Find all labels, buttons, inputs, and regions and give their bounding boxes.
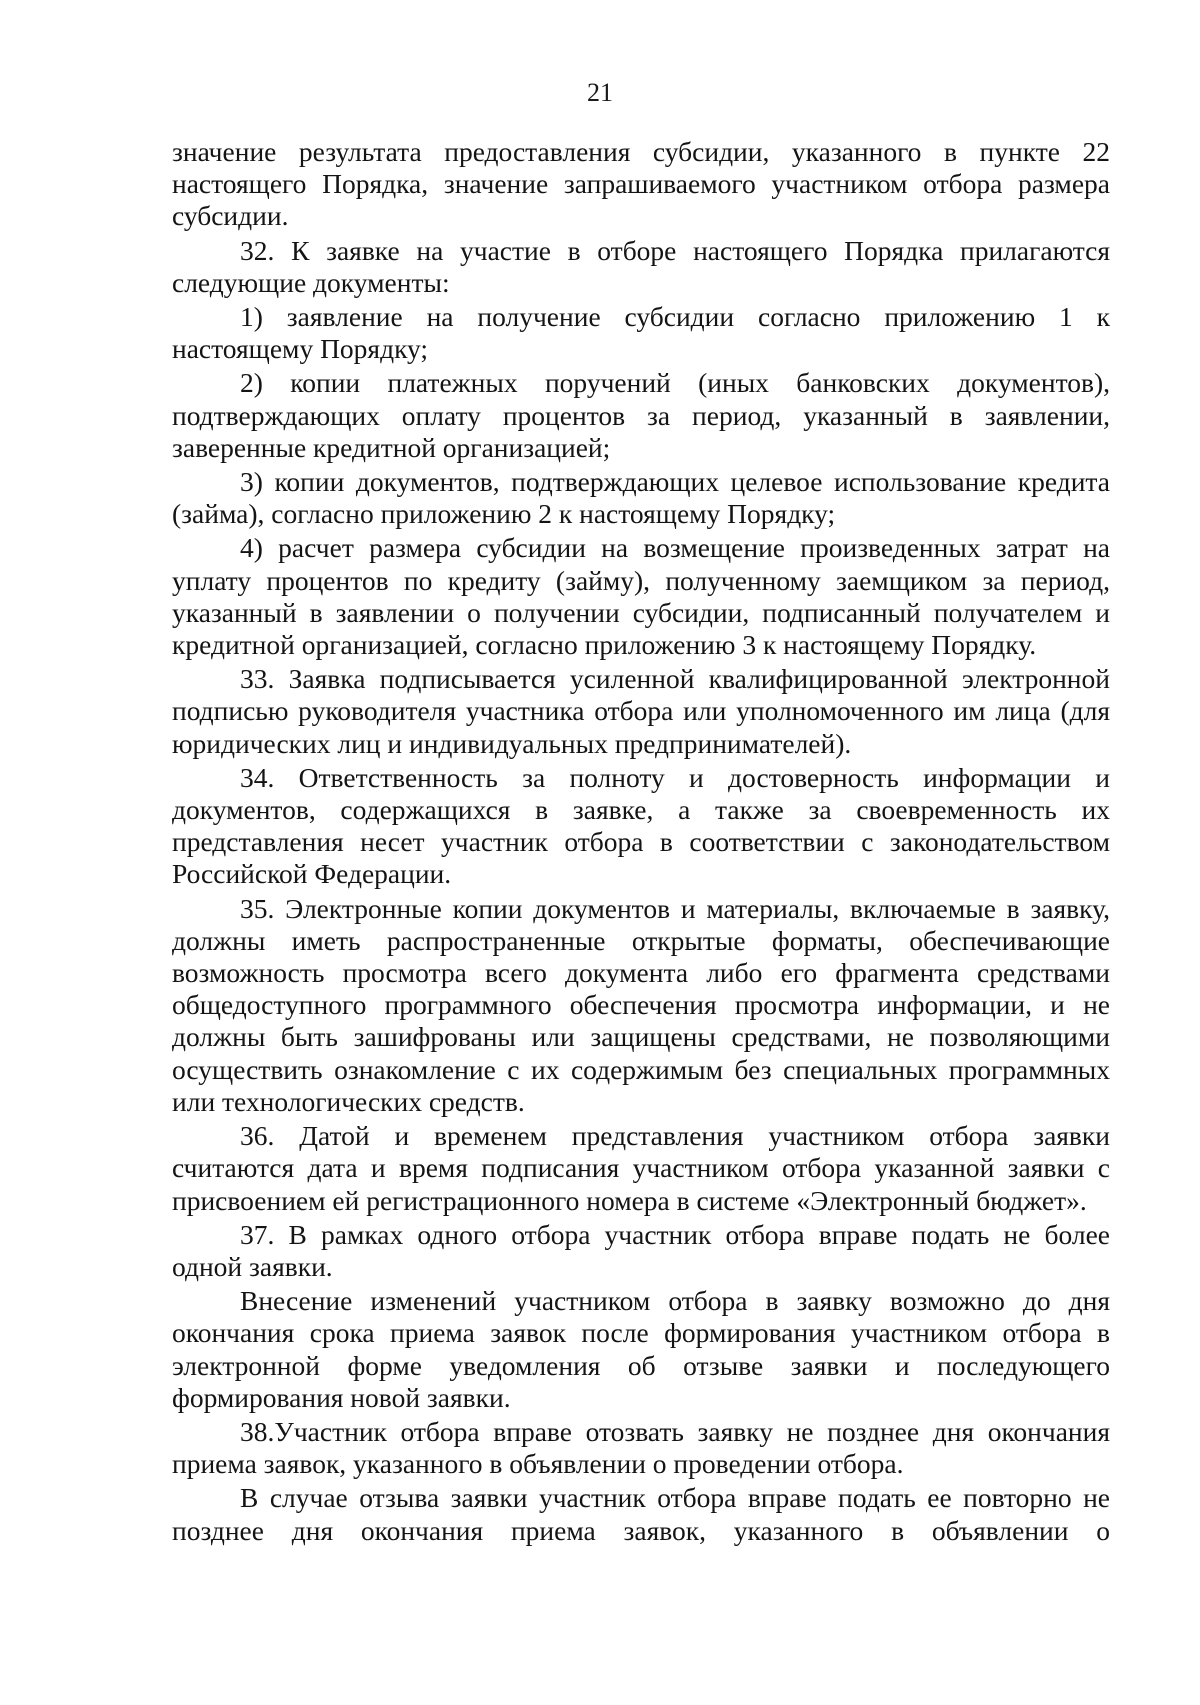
paragraph-item-36: 36. Датой и временем представления участником отбора заявки считаются дата и время подписания участником отбора указанной заявки с присвоением ей регистрационного номера в системе «Электронный бюджет». — [172, 1120, 1110, 1216]
paragraph-subitem-4: 4) расчет размера субсидии на возмещение произведенных затрат на уплату процентов по кредиту (займу), полученному заемщиком за период, указанный в заявлении о получении субсидии, подписанный получателем и кредитной организацией, согласно приложению 3 к настоящему Порядку. — [172, 532, 1110, 661]
paragraph-item-38: 38.Участник отбора вправе отозвать заявку не позднее дня окончания приема заявок, указанного в объявлении о проведении отбора. — [172, 1415, 1110, 1480]
paragraph-subitem-2: 2) копии платежных поручений (иных банковских документов), подтверждающих оплату процентов за период, указанный в заявлении, заверенные кредитной организацией; — [172, 367, 1110, 463]
paragraph-item-38-resubmission: В случае отзыва заявки участник отбора вправе подать ее повторно не позднее дня окончания приема заявок, указанного в объявлении о — [172, 1482, 1110, 1546]
paragraph-continuation: значение результата предоставления субсидии, указанного в пункте 22 настоящего Порядка, значение запрашиваемого участником отбора размера субсидии. — [172, 136, 1110, 232]
paragraph-item-37: 37. В рамках одного отбора участник отбора вправе подать не более одной заявки. — [172, 1218, 1110, 1282]
document-body — [172, 136, 1110, 1547]
page-number: 21 — [587, 78, 613, 107]
paragraph-item-37-amendments: Внесение изменений участником отбора в заявку возможно до дня окончания срока приема заявок после формирования участником отбора в электронной форме уведомления об отзыве заявки и последующего формирования новой заявки. — [172, 1285, 1110, 1413]
paragraph-subitem-3: 3) копии документов, подтверждающих целевое использование кредита (займа), согласно приложению 2 к настоящему Порядку; — [172, 466, 1110, 530]
paragraph-item-34: 34. Ответственность за полноту и достоверность информации и документов, содержащихся в заявке, а также за своевременность их представления несет участник отбора в соответствии с законодательством Российской Федерации. — [172, 761, 1110, 890]
paragraph-item-33: 33. Заявка подписывается усиленной квалифицированной электронной подписью руководителя участника отбора или уполномоченного им лица (для юридических лиц и индивидуальных предпринимателей). — [172, 663, 1110, 759]
paragraph-item-32: 32. К заявке на участие в отборе настоящего Порядка прилагаются следующие документы: — [172, 234, 1110, 298]
paragraph-item-35: 35. Электронные копии документов и материалы, включаемые в заявку, должны иметь распространенные открытые форматы, обеспечивающие возможность просмотра всего документа либо его фрагмента средствами общедоступного программного обеспечения просмотра информации, и не должны быть зашифрованы или защищены средствами, не позволяющими осуществить ознакомление с их содержимым без специальных программных или технологических средств. — [172, 892, 1110, 1117]
paragraph-subitem-1: 1) заявление на получение субсидии согласно приложению 1 к настоящему Порядку; — [172, 301, 1110, 365]
